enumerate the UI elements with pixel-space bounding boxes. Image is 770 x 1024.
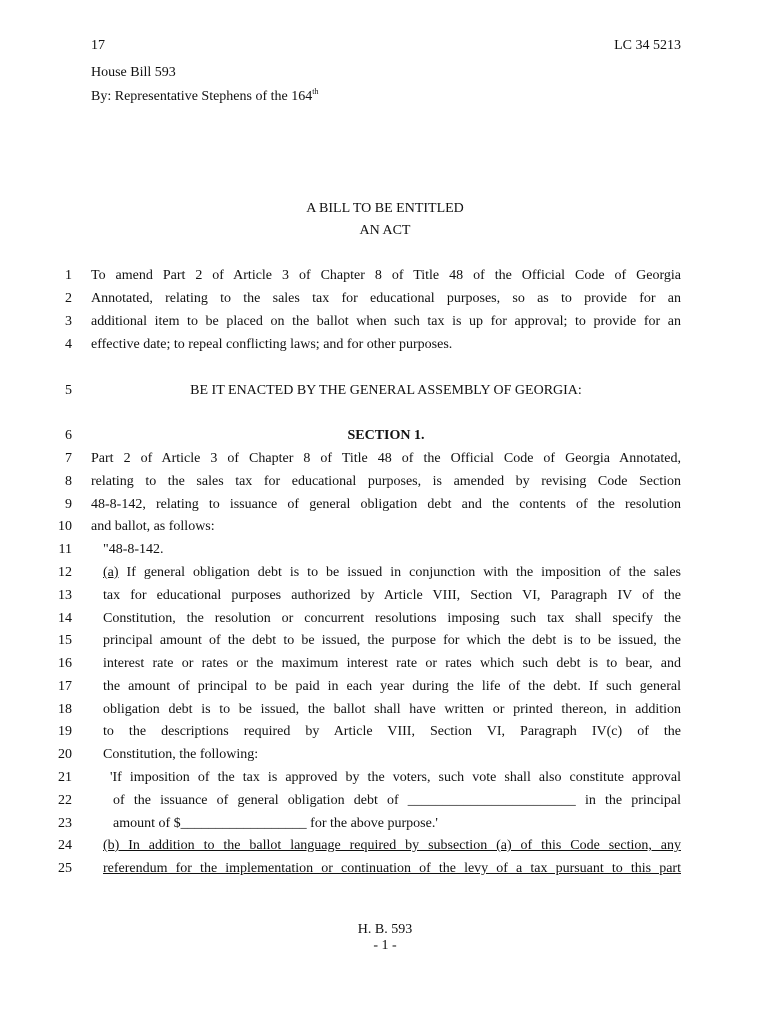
line-number: 6 xyxy=(65,428,72,443)
line-number: 18 xyxy=(58,702,72,717)
sponsor-suffix: th xyxy=(312,87,319,96)
line-number: 4 xyxy=(65,337,72,352)
line-number: 22 xyxy=(58,793,72,808)
line-number: 25 xyxy=(58,861,72,876)
footer-page-number: - 1 - xyxy=(373,938,397,953)
line-number: 19 xyxy=(58,724,72,739)
bill-line: 48-8-142, relating to issuance of general obligation debt and the contents of the resolution xyxy=(91,497,681,512)
bill-line: Constitution, the following: xyxy=(103,747,259,762)
bill-title-line2: AN ACT xyxy=(359,223,411,238)
inserted-text: referendum for the implementation or continuation of the levy of a tax pursuant to this part xyxy=(103,861,681,876)
line-number: 2 xyxy=(65,291,72,306)
bill-line: principal amount of the debt to be issued, the purpose for which the debt is to be issued, the xyxy=(103,633,681,648)
bill-line: Part 2 of Article 3 of Chapter 8 of Title 48 of the Official Code of Georgia Annotated, xyxy=(91,451,681,466)
ballot-language: of the issuance of general obligation debt of ________________________ in the principal xyxy=(113,793,681,808)
line-number: 23 xyxy=(58,816,72,831)
line-number: 15 xyxy=(58,633,72,648)
bill-line xyxy=(103,565,681,581)
line-number: 8 xyxy=(65,474,72,489)
ballot-language: amount of $__________________ for the above purpose.' xyxy=(113,816,438,831)
code-section-number: "48-8-142. xyxy=(103,542,164,557)
line-number: 20 xyxy=(58,747,72,762)
bill-line: Annotated, relating to the sales tax for educational purposes, so as to provide for an xyxy=(91,291,681,306)
line-number: 5 xyxy=(65,383,72,398)
line-number: 1 xyxy=(65,268,72,283)
ballot-language: 'If imposition of the tax is approved by the voters, such vote shall also constitute approval xyxy=(110,770,681,785)
enacting-clause: BE IT ENACTED BY THE GENERAL ASSEMBLY OF GEORGIA: xyxy=(190,383,582,398)
bill-line: To amend Part 2 of Article 3 of Chapter 8 of Title 48 of the Official Code of Georgia xyxy=(91,268,681,283)
bill-line-text: If general obligation debt is to be issued in conjunction with the imposition of the sales xyxy=(118,565,681,580)
line-number: 13 xyxy=(58,588,72,603)
bill-line: to the descriptions required by Article VIII, Section VI, Paragraph IV(c) of the xyxy=(103,724,681,739)
bill-line: effective date; to repeal conflicting laws; and for other purposes. xyxy=(91,337,453,352)
line-number: 9 xyxy=(65,497,72,512)
line-number: 14 xyxy=(58,611,72,626)
page-number: 17 xyxy=(91,38,105,53)
line-number: 21 xyxy=(58,770,72,785)
inserted-text: (b) In addition to the ballot language required by subsection (a) of this Code section, any xyxy=(103,838,681,853)
bill-line: the amount of principal to be paid in each year during the life of the debt. If such general xyxy=(103,679,681,694)
bill-line: relating to the sales tax for educational purposes, is amended by revising Code Section xyxy=(91,474,681,489)
subsection-label: (a) xyxy=(103,565,119,580)
bill-line: tax for educational purposes authorized by Article VIII, Section VI, Paragraph IV of the xyxy=(103,588,681,603)
bill-title-line1: A BILL TO BE ENTITLED xyxy=(306,201,464,216)
bill-line: and ballot, as follows: xyxy=(91,519,215,534)
lc-code: LC 34 5213 xyxy=(614,38,681,53)
line-number: 11 xyxy=(58,542,72,557)
bill-number: House Bill 593 xyxy=(91,65,176,80)
line-number: 7 xyxy=(65,451,72,466)
line-number: 3 xyxy=(65,314,72,329)
footer-bill-ref: H. B. 593 xyxy=(357,922,413,937)
line-number: 10 xyxy=(58,519,72,534)
section-heading: SECTION 1. xyxy=(347,428,425,443)
sponsor-line xyxy=(91,89,318,105)
sponsor-text: By: Representative Stephens of the 164 xyxy=(91,89,313,104)
line-number: 16 xyxy=(58,656,72,671)
line-number: 12 xyxy=(58,565,72,580)
bill-line: obligation debt is to be issued, the ballot shall have written or printed thereon, in addition xyxy=(103,702,681,717)
bill-line: Constitution, the resolution or concurrent resolutions imposing such tax shall specify the xyxy=(103,611,681,626)
line-number: 17 xyxy=(58,679,72,694)
line-number: 24 xyxy=(58,838,72,853)
bill-line: interest rate or rates or the maximum interest rate or rates which such debt is to bear, and xyxy=(103,656,681,671)
bill-line: additional item to be placed on the ballot when such tax is up for approval; to provide for an xyxy=(91,314,681,329)
